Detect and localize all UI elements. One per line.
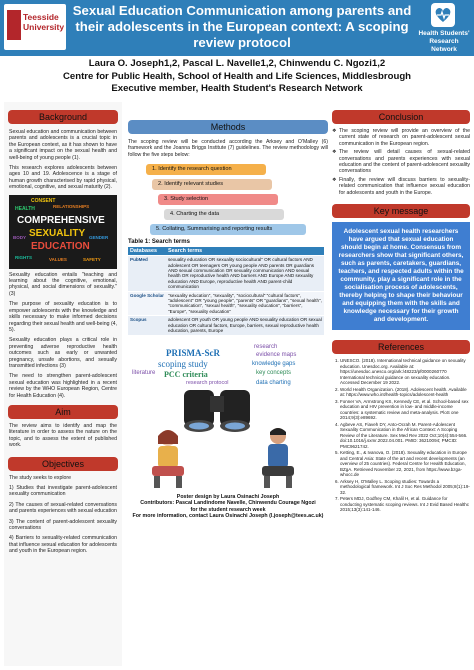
objective-item: 4) Barriers to sexuality-related communication that influence sexual education for adolescents and youth in the European region.	[9, 535, 117, 555]
woman-figure-icon	[152, 430, 184, 488]
reference-item: 4. Agbeve AS, Fiaveh DY, Anto-Ocrah M. Parent-Adolescent Sexuality Communication in the African Context: A Scoping Review of the Literature. Sex Med Rev 2022 Oct;10(4):554-566. doi:10.1016/j.sxmr.2022.04.001. PMID: 36210094; PMCID: PMC9621742.	[340, 422, 470, 450]
methods-heading: Methods	[128, 120, 328, 134]
illustration-word: data charting	[256, 379, 291, 386]
cloud-word: SEXUALITY	[29, 227, 86, 239]
background-p6: The need to strengthen parent-adolescent sexual education was highlighted in a recent review by the WHO European Region, Centre for Health Education (4).	[9, 373, 117, 399]
illustration-word: scoping study	[158, 358, 208, 369]
table-row	[128, 316, 324, 335]
objective-item: 3) The content of parent-adolescent sexuality conversations	[9, 518, 117, 532]
illustration-word: PRISMA-ScR	[166, 347, 220, 358]
illustration-word: literature	[132, 369, 156, 376]
illustration-word: key concepts	[256, 369, 292, 376]
teesside-university-logo	[4, 4, 66, 50]
search-terms-table	[128, 247, 324, 334]
authors-role: Executive member, Health Student's Research Network	[111, 83, 363, 94]
conclusion-item: ❖ The scoping review will provide an overview of the current state of research on parent-adolescent sexual communication in the European region.	[332, 128, 470, 147]
poster-title: Sexual Education Communication among parents and their adolescents in the European context: A scoping review protocol	[72, 3, 412, 50]
cloud-word: RELATIONSHIPS	[53, 203, 90, 209]
table-row	[128, 256, 324, 291]
credit-event: for the student research week	[190, 506, 266, 513]
illustration-word: PCC criteria	[164, 369, 208, 379]
cloud-word: HEALTH	[15, 205, 35, 212]
cloud-word: COMPREHENSIVE	[17, 214, 105, 226]
cloud-word: BODY	[13, 234, 27, 240]
objectives-intro: The study seeks to explore	[9, 474, 71, 481]
poster-credits	[128, 494, 328, 520]
method-step: 2. Identify relevant studies	[152, 179, 272, 190]
references-heading: References	[332, 340, 470, 354]
reference-item: 5. Ketting, E., & Ivanova, O. (2018). Sexuality education in Europe and Central Asia: State of the art and recent developments (an overview of 25 countries). Federal Centre for Health Education, BZgA. Retrieved November 22, 2021, from https://www.bzga-whocc.de	[340, 450, 470, 478]
objectives-heading: Objectives	[8, 457, 118, 471]
table-cell-terms: sexuality education OR sexuality sociocultural" OR cultural factors AND adolescent OR teenagers OR young people AND parents OR guardians AND sexual communication OR sexuality communication AND sexual health OR reproductive health AND barriers AND Europe AND sexuality education AND Europe, reproductive health AND parent-child communication	[166, 256, 324, 291]
illustration-word: research	[254, 343, 278, 350]
reference-item: 3. Fonner VA, Armstrong KS, Kennedy CE, et al. School-based sex education and HIV prevention in low- and middle-income countries: a systematic review and meta-analysis. PloS one 2014;9(3):e89692.	[340, 399, 470, 421]
objectives-body	[4, 475, 122, 555]
conclusion-item: ❖ The review will detail causes of sexual-related conversations and parents experiences with sexual education and the content of parent-adolescent sexuality conversations	[332, 149, 470, 175]
table-cell-terms: "sexuality education", "sexuality", "sociocultural" "cultural factors", "adolescent" OR "young people", "parents" OR "guardians", "sexual health", "communication", "sexual health", "sexuality education", "barriers", "Europe", "sexuality education"	[166, 291, 324, 316]
middle-column	[128, 102, 328, 520]
objective-item: 2) The causes of sexual-related conversations and parents experiences with sexual education	[9, 501, 117, 515]
credit-contributors: Contributors: Pascal Landindome Navelle, Chinwendu Courage Ngozi	[140, 500, 316, 507]
logo-mark	[7, 10, 21, 40]
background-heading: Background	[8, 110, 118, 124]
background-p1: Sexual education and communication between parents and adolescents is a crucial topic in the European context, as it has shown to have a significant impact on the sexual health and well-being of young people (1).	[9, 129, 117, 161]
method-step: 5. Collating, Summarising and reporting results	[150, 224, 306, 235]
methods-steps	[128, 164, 328, 235]
table-cell-db: Scopus	[128, 316, 166, 335]
aim-text: The review aims to identify and map the literature in order to assess the nature on the topic, and to assess the extent of published work.	[9, 422, 117, 449]
credit-designer: Poster design by Laura Osinachi Joseph	[176, 493, 280, 500]
background-p3: Sexuality education entails "teaching and learning about the cognitive, emotional, physical, and social dimensions of sexuality." (3)	[9, 271, 117, 297]
cloud-word: VALUES	[49, 256, 67, 262]
reference-item: 1. UNESCO. (2018). International technical guidance on sexuality education. Unesdoc.org. Available at: https://unesdoc.unesco.org/ark:/48223/pf0000260770 International technical guidance on sexuality education. Accessed December 19 2022.	[340, 358, 470, 386]
left-column	[4, 102, 122, 666]
authors-names: Laura O. Joseph1,2, Pascal L. Navelle1,2, Chinwendu C. Ngozi1,2	[88, 58, 386, 69]
illustration-word: research protocol	[186, 379, 229, 386]
right-column	[332, 102, 470, 514]
objective-item: 1) Studies that investigate parent-adolescent sexuality communication	[9, 485, 117, 498]
cloud-word: SAFETY	[83, 256, 101, 262]
aim-heading: Aim	[8, 405, 118, 419]
method-step: 3. Study selection	[158, 194, 278, 205]
table-cell-db: PubMed	[128, 256, 166, 291]
sexuality-education-wordcloud	[9, 195, 117, 269]
illustration-word: evidence maps	[256, 351, 297, 358]
conclusion-list	[332, 128, 470, 196]
table-header-terms: Search terms	[166, 247, 324, 256]
scoping-review-illustration	[128, 340, 324, 490]
cloud-word: GENDER	[89, 234, 109, 240]
table-cell-terms: adolescent OR youth OR young people AND sexuality education OR sexual education OR cultural factors, Europe, barriers, sexual reproductive health education, parents, Europe	[166, 316, 324, 335]
background-body	[4, 129, 122, 191]
man-figure-icon	[262, 428, 294, 488]
background-body-2	[4, 272, 122, 399]
left-logo-text: Teesside University	[23, 12, 65, 32]
method-step: 4. Charting the data	[164, 209, 284, 220]
reference-item: 2. World Health Organization. (2018). Adolescent health. Available at: https://www.who.int/health-topics/adolescent-health	[340, 387, 470, 398]
authors-block	[0, 58, 474, 96]
references-list	[332, 358, 470, 513]
table-header-row	[128, 247, 324, 256]
cloud-word: RIGHTS	[15, 254, 33, 260]
research-network-logo	[418, 3, 470, 53]
cloud-word: EDUCATION	[31, 240, 90, 252]
methods-intro: The scoping review will be conducted according the Arksey and O'Malley (6) framework and the Joanna Briggs Institute (7) guidelines. The review methodology will follow the five steps below:	[128, 139, 328, 158]
background-p4: The purpose of sexuality education is to empower adolescents with the knowledge and skills necessary to make informed decisions regarding their sexual health and well-being (4, 5).	[9, 301, 117, 333]
credit-contact: For more information, contact Laura Osinachi Joseph (l.joseph@tees.ac.uk)	[132, 513, 324, 520]
method-step: 1. Identify the research question	[146, 164, 266, 175]
table-cell-db: Google Scholar	[128, 291, 166, 316]
illustration-word: knowledge gaps	[252, 360, 296, 367]
heart-icon	[431, 3, 455, 27]
background-p2: This research explores adolescents between ages 10 and 19. Adolescence is a stage of human growth characterised by rapid physical, emotional, cognitive, and sexual maturity (2).	[9, 165, 117, 191]
authors-affiliation: Centre for Public Health, School of Health and Life Sciences, Middlesbrough	[62, 70, 412, 82]
conclusion-heading: Conclusion	[332, 110, 470, 124]
background-p5: Sexuality education plays a critical role in preventing adverse reproductive health outcomes such as early or unwanted pregnancy, unsafe abortions, and sexually transmitted infections (3)	[9, 337, 117, 369]
right-logo-text: Health Students' Research Network	[418, 30, 470, 53]
key-message-box: Adolescent sexual health researchers have argued that sexual education should begin at home. Consensus from researchers show that significant others, such as parents, caretakers, guardians, teachers, and respected adults within the community, play a significant role in the socialisation process of adolescents, thereby helping to shape their behaviour and equipping them with the skills and knowledge necessary for their growth and development.	[332, 222, 470, 330]
table-caption: Table 1: Search terms	[128, 239, 190, 246]
conclusion-item: ❖ Finally, the review will discuss barriers to sexuality-related communication that influence sexual education for adolescents and youth in the Europe.	[332, 177, 470, 196]
reference-item: 6. Arksey H, O'Malley L. Scoping studies: Towards a methodological framework. Int J Soc Res Methodol 2005;8(1):19-32.	[340, 479, 470, 496]
cloud-word: CONSENT	[31, 197, 56, 204]
binoculars-icon	[184, 390, 250, 432]
reference-item: 7. Peters MDJ, Godfrey CM, Khalil H, et al. Guidance for conducting systematic scoping reviews. Int J Evid Based Healthc 2015;13(3):141-146.	[340, 496, 470, 513]
table-row	[128, 291, 324, 316]
table-header-databases: Databases	[128, 247, 166, 256]
key-message-heading: Key message	[332, 204, 470, 218]
